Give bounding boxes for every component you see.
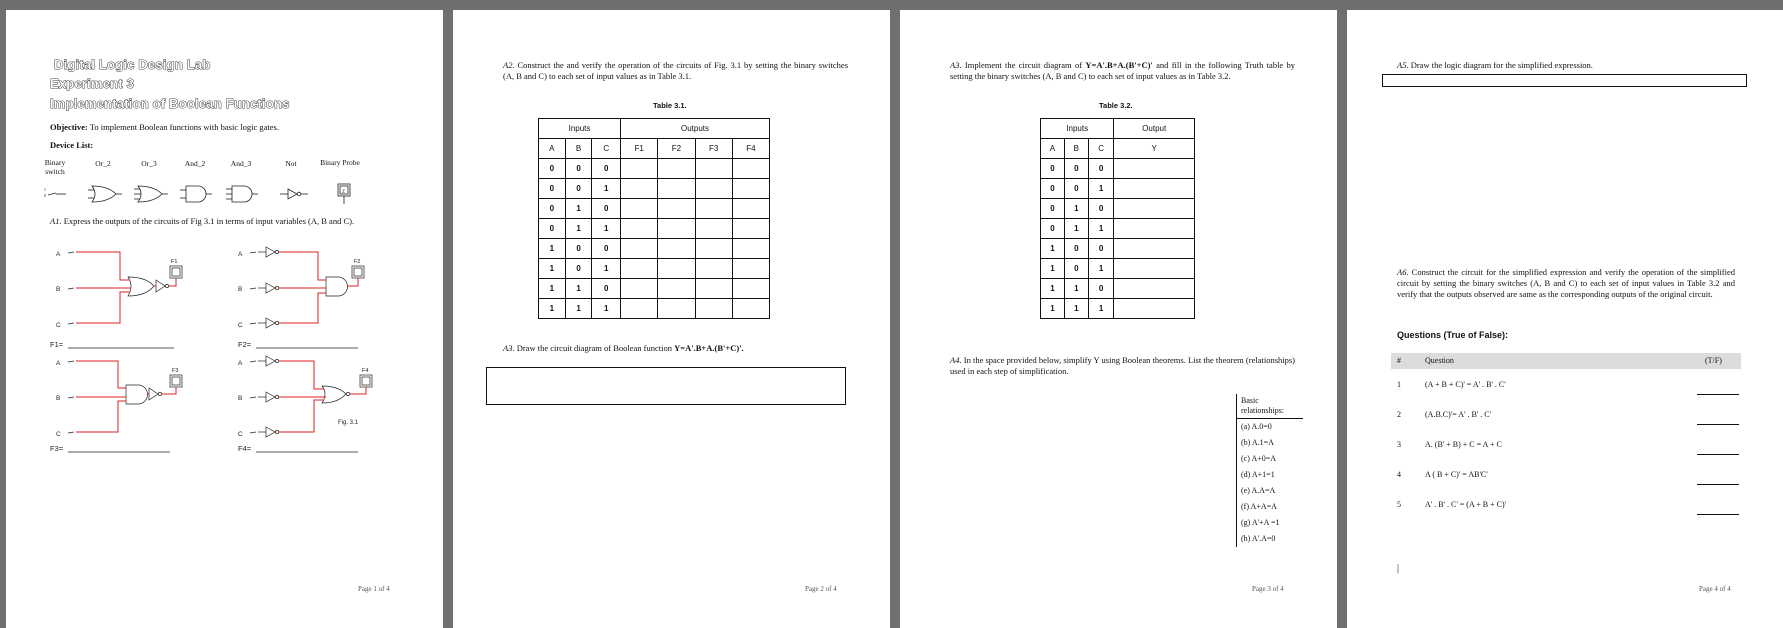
answer-cell[interactable] [1114,299,1195,319]
questions-list [1391,380,1741,550]
table-cell: 1 [1064,219,1088,239]
page-4-footer: Page 4 of 4 [1699,585,1731,593]
a6-number: A6. [1397,267,1409,277]
q-header-tf: (T/F) [1705,356,1722,365]
table-cell: 0 [592,159,621,179]
page-2-footer: Page 2 of 4 [805,585,837,593]
answer-cell[interactable] [1114,239,1195,259]
table-row [539,259,770,279]
table-3-1-outputs-header: Outputs [621,119,770,139]
binary-switch-icon [44,187,66,198]
tf-answer-line[interactable] [1697,514,1739,515]
table-cell: 1 [1041,239,1065,259]
table-3-2-caption: Table 3.2. [1099,101,1133,110]
col-b: B [1064,139,1088,159]
a3-drawing-area[interactable] [486,367,846,405]
table-cell: 0 [1041,199,1065,219]
answer-cell[interactable] [732,159,769,179]
a4-number: A4. [950,355,962,365]
device-and2-label: And_2 [184,159,206,168]
basic-relationships [1236,394,1303,547]
answer-cell[interactable] [1114,219,1195,239]
page-1-footer: Page 1 of 4 [358,585,390,593]
answer-cell[interactable] [732,259,769,279]
device-and3-label: And_3 [230,159,252,168]
f1-input-a: A [56,251,61,258]
table-cell: 0 [539,199,566,219]
f3-input-a: A [56,360,61,367]
relationship-item: (e) A.A=A [1241,486,1276,495]
table-cell: 0 [1064,259,1088,279]
answer-cell[interactable] [1114,259,1195,279]
f3-input-c: C [56,431,61,438]
answer-cell[interactable] [621,239,658,259]
question-number: 5 [1397,500,1401,509]
page-3-footer: Page 3 of 4 [1252,585,1284,593]
a6-text: Construct the circuit for the simplified expression and verify the operation of the simplified circuit by setting the binary switches (A, B and C) to each set of input values in Table 3.2 and verify that the outputs observed are same as the corresponding outputs of the original circuit. [1397,267,1735,299]
a6-prompt [1397,267,1735,300]
col-c: C [1088,139,1114,159]
relationship-item: (d) A+1=1 [1241,470,1275,479]
answer-cell[interactable] [621,279,658,299]
a3-text: Draw the circuit diagram of Boolean function [516,343,673,353]
answer-cell[interactable] [658,239,695,259]
experiment-subtitle: Implementation of Boolean Functions [50,96,290,111]
device-list-label: Device List: [50,140,94,150]
table-cell: 1 [539,239,566,259]
questions-title: Questions (True of False): [1397,330,1509,340]
relationship-item: (a) A.0=0 [1241,422,1272,431]
a3-implement-expression: Y=A'.B+A.(B'+C)' [1085,60,1153,70]
objective-label: Objective: [50,122,88,132]
answer-cell[interactable] [732,219,769,239]
table-cell: 0 [1064,239,1088,259]
answer-cell[interactable] [695,159,732,179]
table-row [539,159,770,179]
page-2 [453,10,890,628]
table-3-2 [1040,118,1195,319]
lab-title: Digital Logic Design Lab [54,57,211,72]
a3-implement-text-post: and fill in the following Truth table by setting the binary switches (A, B and C) to each set of input values as in Table 3.2. [950,60,1296,81]
table-cell: 1 [565,219,592,239]
answer-cell[interactable] [658,279,695,299]
or3-gate-icon [134,186,168,202]
answer-cell[interactable] [695,219,732,239]
table-3-2-inputs-header: Inputs [1041,119,1114,139]
table-cell: 0 [1041,159,1065,179]
table-cell: 0 [592,239,621,259]
circuit-f3 [56,360,182,438]
table-row [1041,219,1195,239]
table-cell: 1 [1041,279,1065,299]
a5-number: A5. [1397,60,1409,70]
relationship-item: (b) A.1=A [1241,438,1274,447]
relationship-item: (c) A+0=A [1241,454,1277,463]
fig-3-1-circuits [46,236,416,456]
circuit-f1 [56,251,182,329]
device-binary-switch-label: Binary switch [44,158,66,176]
svg-text:Z: Z [342,190,346,195]
table-cell: 1 [1088,179,1114,199]
svg-text:1: 1 [44,187,46,192]
answer-cell[interactable] [621,199,658,219]
fig-label: Fig. 3.1 [338,420,359,426]
relationship-item: (g) A'+A =1 [1241,518,1280,527]
answer-cell[interactable] [658,159,695,179]
tf-answer-line[interactable] [1697,424,1739,425]
col-a: A [1041,139,1065,159]
table-row [1041,159,1195,179]
f4-output-label: F4 [362,368,369,374]
page-1 [6,10,443,628]
table-row [1041,299,1195,319]
a5-text: Draw the logic diagram for the simplified expression. [1410,60,1593,70]
relationship-item: (f) A+A=A [1241,502,1277,511]
a5-drawing-area[interactable] [1382,74,1747,87]
table-cell: 1 [1041,259,1065,279]
tf-answer-line[interactable] [1697,454,1739,455]
objective-text: To implement Boolean functions with basic logic gates. [89,122,279,132]
col-f2: F2 [658,139,695,159]
answer-cell[interactable] [658,259,695,279]
f1-input-c: C [56,322,61,329]
answer-cell[interactable] [658,199,695,219]
answer-cell[interactable] [1114,179,1195,199]
table-cell: 0 [1088,199,1114,219]
table-cell: 0 [565,179,592,199]
f4-input-a: A [238,360,243,367]
table-cell: 0 [592,279,621,299]
col-f3: F3 [695,139,732,159]
table-cell: 1 [1088,299,1114,319]
col-f4: F4 [732,139,769,159]
device-not-label: Not [285,159,297,168]
tf-answer-line[interactable] [1697,394,1739,395]
basic-relationships-label: Basic relationships: [1237,394,1303,419]
table-cell: 0 [539,179,566,199]
answer-cell[interactable] [732,299,769,319]
device-symbols [36,182,376,206]
a3-implement-number: A3. [950,60,962,70]
binary-probe-icon [338,184,350,204]
table-cell: 0 [565,159,592,179]
a3-number: A3. [503,343,515,353]
table-cell: 0 [1041,179,1065,199]
f3-answer-label: F3= [50,444,64,453]
question-text: (A.B.C)'= A' . B' . C' [1425,410,1492,419]
relationships-list [1237,419,1303,547]
question-text: (A + B + C)' = A' . B' . C' [1425,380,1506,389]
table-cell: 1 [539,279,566,299]
table-3-1-inputs-header: Inputs [539,119,621,139]
table-cell: 0 [565,239,592,259]
answer-cell[interactable] [1114,199,1195,219]
q-header-question: Question [1425,356,1454,365]
table-cell: 1 [592,299,621,319]
table-cell: 0 [1041,219,1065,239]
table-cell: 1 [539,299,566,319]
table-cell: 1 [592,219,621,239]
a3-implement-text-pre: Implement the circuit diagram of [964,60,1083,70]
and3-gate-icon [226,186,258,202]
f1-answer-label: F1= [50,340,64,349]
table-3-1 [538,118,770,319]
answer-cell[interactable] [658,219,695,239]
circuit-f4 [238,356,372,438]
table-cell: 1 [592,259,621,279]
answer-cell[interactable] [732,279,769,299]
f4-answer-label: F4= [238,444,252,453]
f4-input-c: C [238,431,243,438]
answer-cell[interactable] [695,199,732,219]
answer-cell[interactable] [695,279,732,299]
answer-cell[interactable] [695,259,732,279]
question-text: A' . B' . C' = (A + B + C)' [1425,500,1507,509]
table-cell: 1 [1064,279,1088,299]
f3-input-b: B [56,395,61,402]
col-f1: F1 [621,139,658,159]
answer-cell[interactable] [1114,279,1195,299]
table-row [1041,199,1195,219]
f4-input-b: B [238,395,243,402]
table-row [539,239,770,259]
table-cell: 0 [592,199,621,219]
table-cell: 1 [565,199,592,219]
col-y: Y [1114,139,1195,159]
a3-prompt [503,343,853,354]
svg-text:0: 0 [44,193,46,198]
page-4 [1347,10,1783,628]
table-3-1-caption: Table 3.1. [653,101,687,110]
table-cell: 0 [565,259,592,279]
or2-gate-icon [88,186,122,202]
table-cell: 1 [565,299,592,319]
text-cursor: | [1397,563,1400,574]
not-gate-icon [280,189,308,199]
a1-prompt [50,216,430,227]
table-cell: 1 [1064,199,1088,219]
f2-output-label: F2 [354,259,361,265]
f2-input-c: C [238,322,243,329]
answer-cell[interactable] [695,299,732,319]
and2-gate-icon [180,186,212,202]
col-c: C [592,139,621,159]
question-text: A ( B + C)' = AB'C' [1425,470,1488,479]
table-row [1041,279,1195,299]
objective [50,122,279,133]
page-3 [900,10,1337,628]
table-cell: 0 [539,159,566,179]
a4-prompt [950,355,1295,377]
question-text: A. (B' + B) + C = A + C [1425,440,1502,449]
relationship-item: (h) A'.A=0 [1241,534,1276,543]
table-3-2-output-header: Output [1114,119,1195,139]
answer-cell[interactable] [695,239,732,259]
a2-text: Construct the and verify the operation of the circuits of Fig. 3.1 by setting the binary switches (A, B and C) to each set of input values as in Table 3.1. [503,60,849,81]
a2-number: A2. [503,60,515,70]
answer-cell[interactable] [621,219,658,239]
table-cell: 0 [1064,179,1088,199]
q-header-num: # [1397,356,1401,365]
table-cell: 1 [565,279,592,299]
table-cell: 1 [539,259,566,279]
question-number: 2 [1397,410,1401,419]
device-or2-label: Or_2 [95,159,111,168]
f1-output-label: F1 [171,259,178,265]
table-row [539,279,770,299]
col-b: B [565,139,592,159]
questions-header [1391,353,1741,369]
table-row [539,219,770,239]
table-row [539,179,770,199]
device-binary-probe-label: Binary Probe [320,158,360,167]
answer-cell[interactable] [621,179,658,199]
a3-implement-prompt [950,60,1295,82]
table-row [539,299,770,319]
a4-text: In the space provided below, simplify Y using Boolean theorems. List the theorem (relationships) used in each step of simplification. [950,355,1296,376]
answer-cell[interactable] [695,179,732,199]
a3-expression: Y=A'.B+A.(B'+C)'. [674,343,744,353]
device-or3-label: Or_3 [141,159,157,168]
table-cell: 0 [539,219,566,239]
a1-number: A1. [50,216,62,226]
question-number: 1 [1397,380,1401,389]
answer-cell[interactable] [658,299,695,319]
answer-cell[interactable] [658,179,695,199]
table-row [1041,259,1195,279]
table-cell: 0 [1088,279,1114,299]
table-cell: 0 [1064,159,1088,179]
f2-answer-label: F2= [238,340,252,349]
table-row [539,199,770,219]
table-cell: 1 [1064,299,1088,319]
col-a: A [539,139,566,159]
table-cell: 1 [1041,299,1065,319]
experiment-title: Experiment 3 [50,76,135,91]
table-row [1041,179,1195,199]
answer-cell[interactable] [732,239,769,259]
f2-input-b: B [238,286,243,293]
a5-prompt [1397,60,1742,71]
answer-cell[interactable] [621,159,658,179]
answer-cell[interactable] [1114,159,1195,179]
a2-prompt [503,60,848,82]
answer-cell[interactable] [621,299,658,319]
tf-answer-line[interactable] [1697,484,1739,485]
table-row [1041,239,1195,259]
table-cell: 1 [592,179,621,199]
question-number: 4 [1397,470,1401,479]
answer-cell[interactable] [732,179,769,199]
table-cell: 0 [1088,239,1114,259]
answer-cell[interactable] [732,199,769,219]
table-cell: 1 [1088,259,1114,279]
table-cell: 1 [1088,219,1114,239]
table-cell: 0 [1088,159,1114,179]
f1-input-b: B [56,286,61,293]
question-number: 3 [1397,440,1401,449]
a1-text: Express the outputs of the circuits of Fig 3.1 in terms of input variables (A, B and C). [63,216,355,226]
answer-cell[interactable] [621,259,658,279]
circuit-f2 [238,247,364,329]
f3-output-label: F3 [172,368,179,374]
f2-input-a: A [238,251,243,258]
